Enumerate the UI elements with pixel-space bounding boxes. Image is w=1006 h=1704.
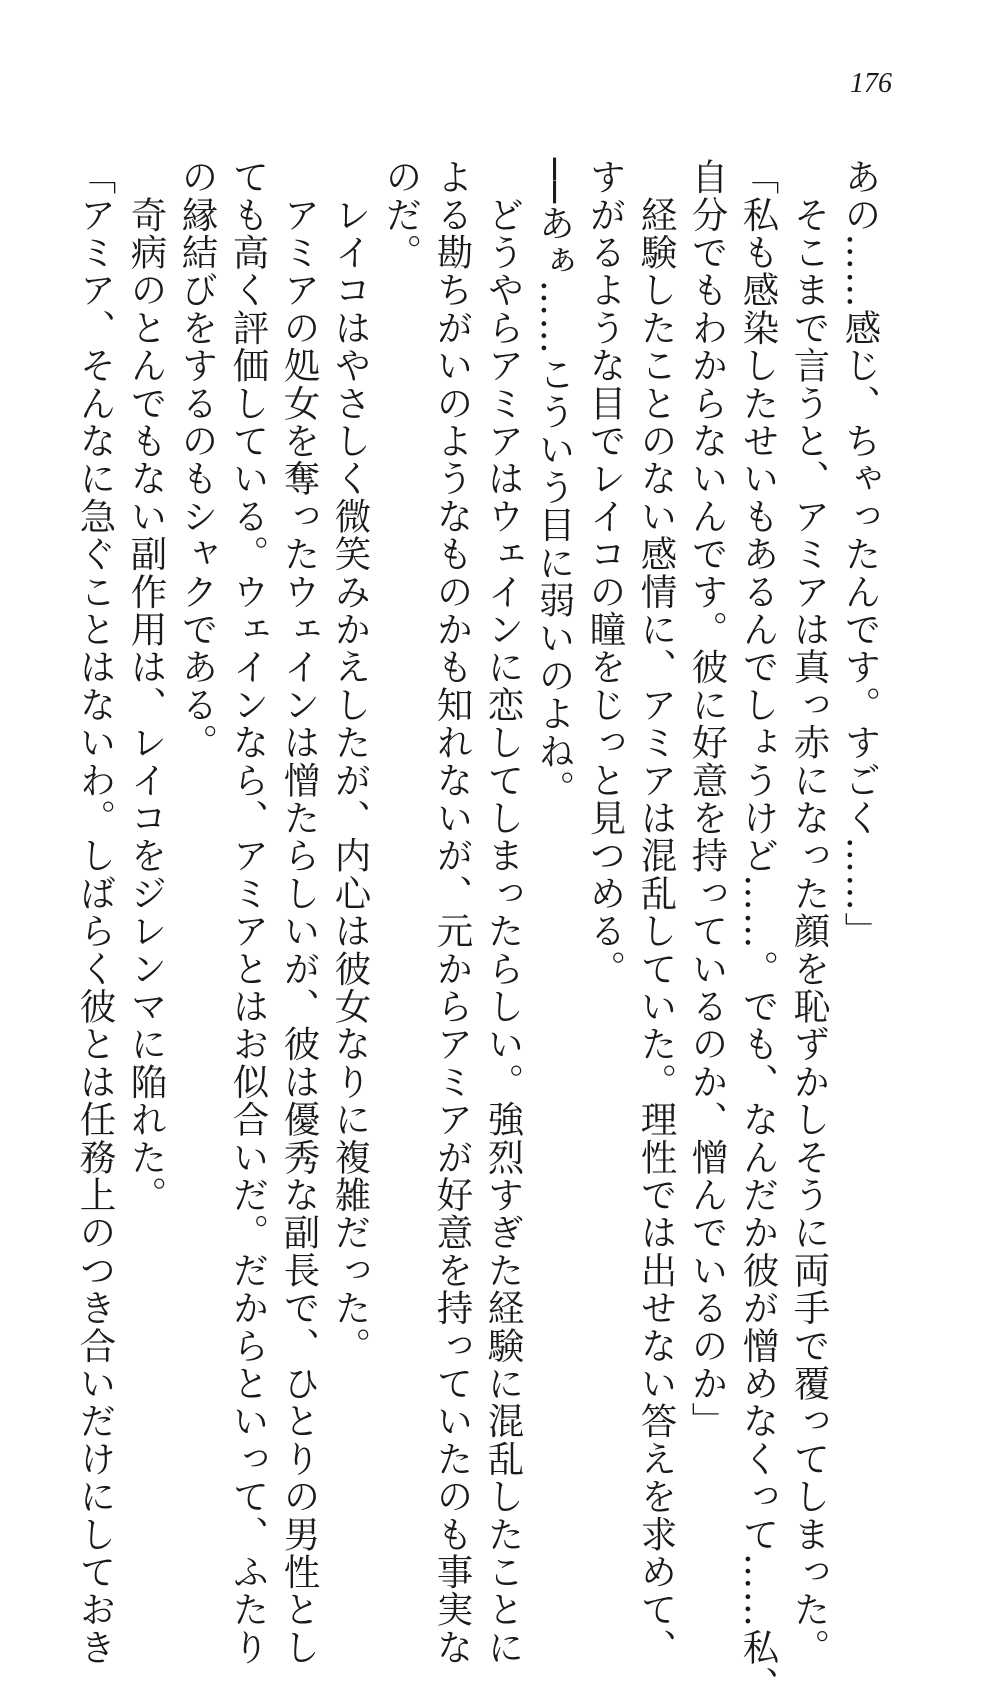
text-line-1: あの……感じ、ちゃったんです。すごく……」 [839,158,882,950]
text-line-5: 経験したことのない感情に、アミアは混乱していた。理性では出せない答えを求めて、 [635,158,678,1666]
text-line-2: そこまで言うと、アミアは真っ赤になった顔を恥ずかしそうに両手で覆ってしまった。 [788,158,831,1666]
text-line-4: 自分でもわからないんです。彼に好意を持っているのか、憎んでいるのか」 [686,158,729,1440]
text-line-14: の縁結びをするのもシャクである。 [176,158,219,762]
text-line-12: アミアの処女を奪ったウェインは憎たらしいが、彼は優秀な副長で、ひとりの男性とし [278,158,321,1666]
text-line-16: 「アミア、そんなに急ぐことはないわ。しばらく彼とは任務上のつき合いだけにしておき [74,158,117,1666]
text-line-15: 奇病のとんでもない副作用は、レイコをジレンマに陥れた。 [125,158,168,1214]
text-line-8: どうやらアミアはウェインに恋してしまったらしい。強烈すぎた経験に混乱したことに [482,158,525,1666]
page-number: 176 [850,68,892,99]
text-line-13: ても高く評価している。ウェインなら、アミアとはお似合いだ。だからといって、ふたり [227,158,270,1666]
text-line-10: のだ。 [380,158,423,272]
text-line-11: レイコはやさしく微笑みかえしたが、内心は彼女なりに複雑だった。 [329,158,372,1365]
text-line-9: よる勘ちがいのようなものかも知れないが、元からアミアが好意を持っていたのも事実な [431,158,474,1666]
body-text [70,158,886,1704]
text-line-3: 「私も感染したせいもあるんでしょうけど……。でも、なんだか彼が憎めなくって……私、 [737,158,780,1704]
text-line-7: ──あぁ……こういう目に弱いのよね。 [533,158,576,808]
text-line-6: すがるような目でレイコの瞳をじっと見つめる。 [584,158,627,988]
